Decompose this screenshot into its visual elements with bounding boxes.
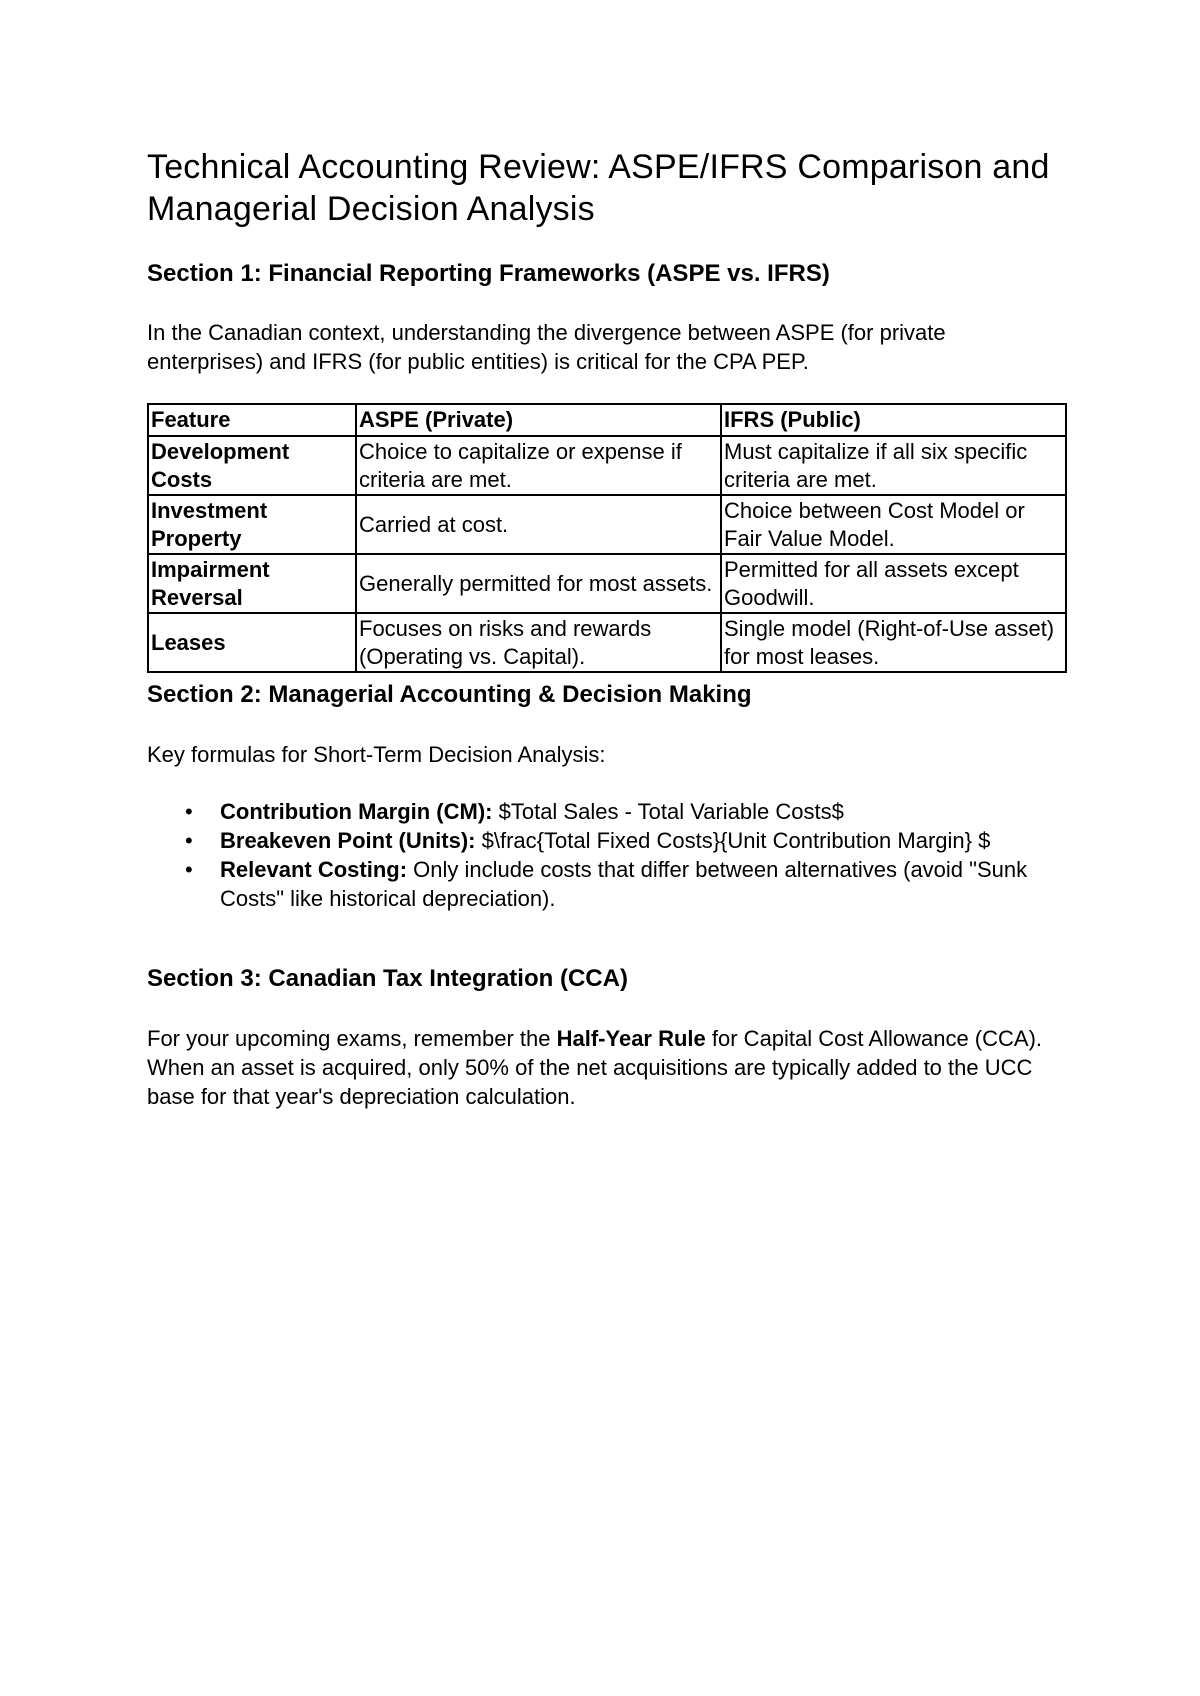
table-row [148,495,1066,554]
section-3-heading: Section 3: Canadian Tax Integration (CCA) [147,965,628,992]
table-header-cell: Feature [148,404,356,436]
ifrs-cell: Must capitalize if all six specific criteria are met. [721,436,1066,495]
aspe-cell: Carried at cost. [356,495,721,554]
bullet-icon: • [185,799,193,824]
aspe-cell: Focuses on risks and rewards (Operating vs. Capital). [356,613,721,672]
table-header-row [148,404,1066,436]
formula-list [147,797,1067,913]
aspe-cell: Choice to capitalize or expense if criteria are met. [356,436,721,495]
section-2-intro: Key formulas for Short-Term Decision Analysis: [147,742,606,767]
section-1-intro: In the Canadian context, understanding the divergence between ASPE (for private enterprises) and IFRS (for public entities) is critical for the CPA PEP. [147,320,946,374]
feature-cell: Investment Property [148,495,356,554]
table-row [148,613,1066,672]
table-row [148,436,1066,495]
section-3-text-before: For your upcoming exams, remember the [147,1026,557,1051]
list-item [147,855,1067,913]
feature-cell: Impairment Reversal [148,554,356,613]
list-item [147,826,1067,855]
formula-text: $\frac{Total Fixed Costs}{Unit Contribution Margin} $ [475,828,991,853]
table-header-cell: IFRS (Public) [721,404,1066,436]
document-title: Technical Accounting Review: ASPE/IFRS Comparison and Managerial Decision Analysis [147,148,1050,228]
half-year-rule-emphasis: Half-Year Rule [556,1026,706,1051]
table-header-cell: ASPE (Private) [356,404,721,436]
section-2-heading: Section 2: Managerial Accounting & Decision Making [147,681,752,708]
feature-cell: Development Costs [148,436,356,495]
section-3-text-after: for Capital Cost Allowance (CCA). When an asset is acquired, only 50% of the net acquisitions are typically added to the UCC base for that year's depreciation calculation. [147,1026,1043,1109]
section-3-paragraph [147,1024,1067,1111]
ifrs-cell: Permitted for all assets except Goodwill. [721,554,1066,613]
formula-text: Only include costs that differ between alternatives (avoid "Sunk Costs" like historical depreciation). [220,857,1028,911]
bullet-icon: • [185,857,193,882]
table-row [148,554,1066,613]
ifrs-cell: Single model (Right-of-Use asset) for most leases. [721,613,1066,672]
feature-cell: Leases [148,613,356,672]
aspe-ifrs-comparison-table [147,403,1067,673]
ifrs-cell: Choice between Cost Model or Fair Value Model. [721,495,1066,554]
formula-text: $Total Sales - Total Variable Costs$ [492,799,844,824]
section-1-heading: Section 1: Financial Reporting Frameworks (ASPE vs. IFRS) [147,260,830,287]
aspe-cell: Generally permitted for most assets. [356,554,721,613]
bullet-icon: • [185,828,193,853]
formula-label: Relevant Costing: [220,857,408,882]
list-item [147,797,1067,826]
formula-label: Breakeven Point (Units): [220,828,476,853]
formula-label: Contribution Margin (CM): [220,799,493,824]
